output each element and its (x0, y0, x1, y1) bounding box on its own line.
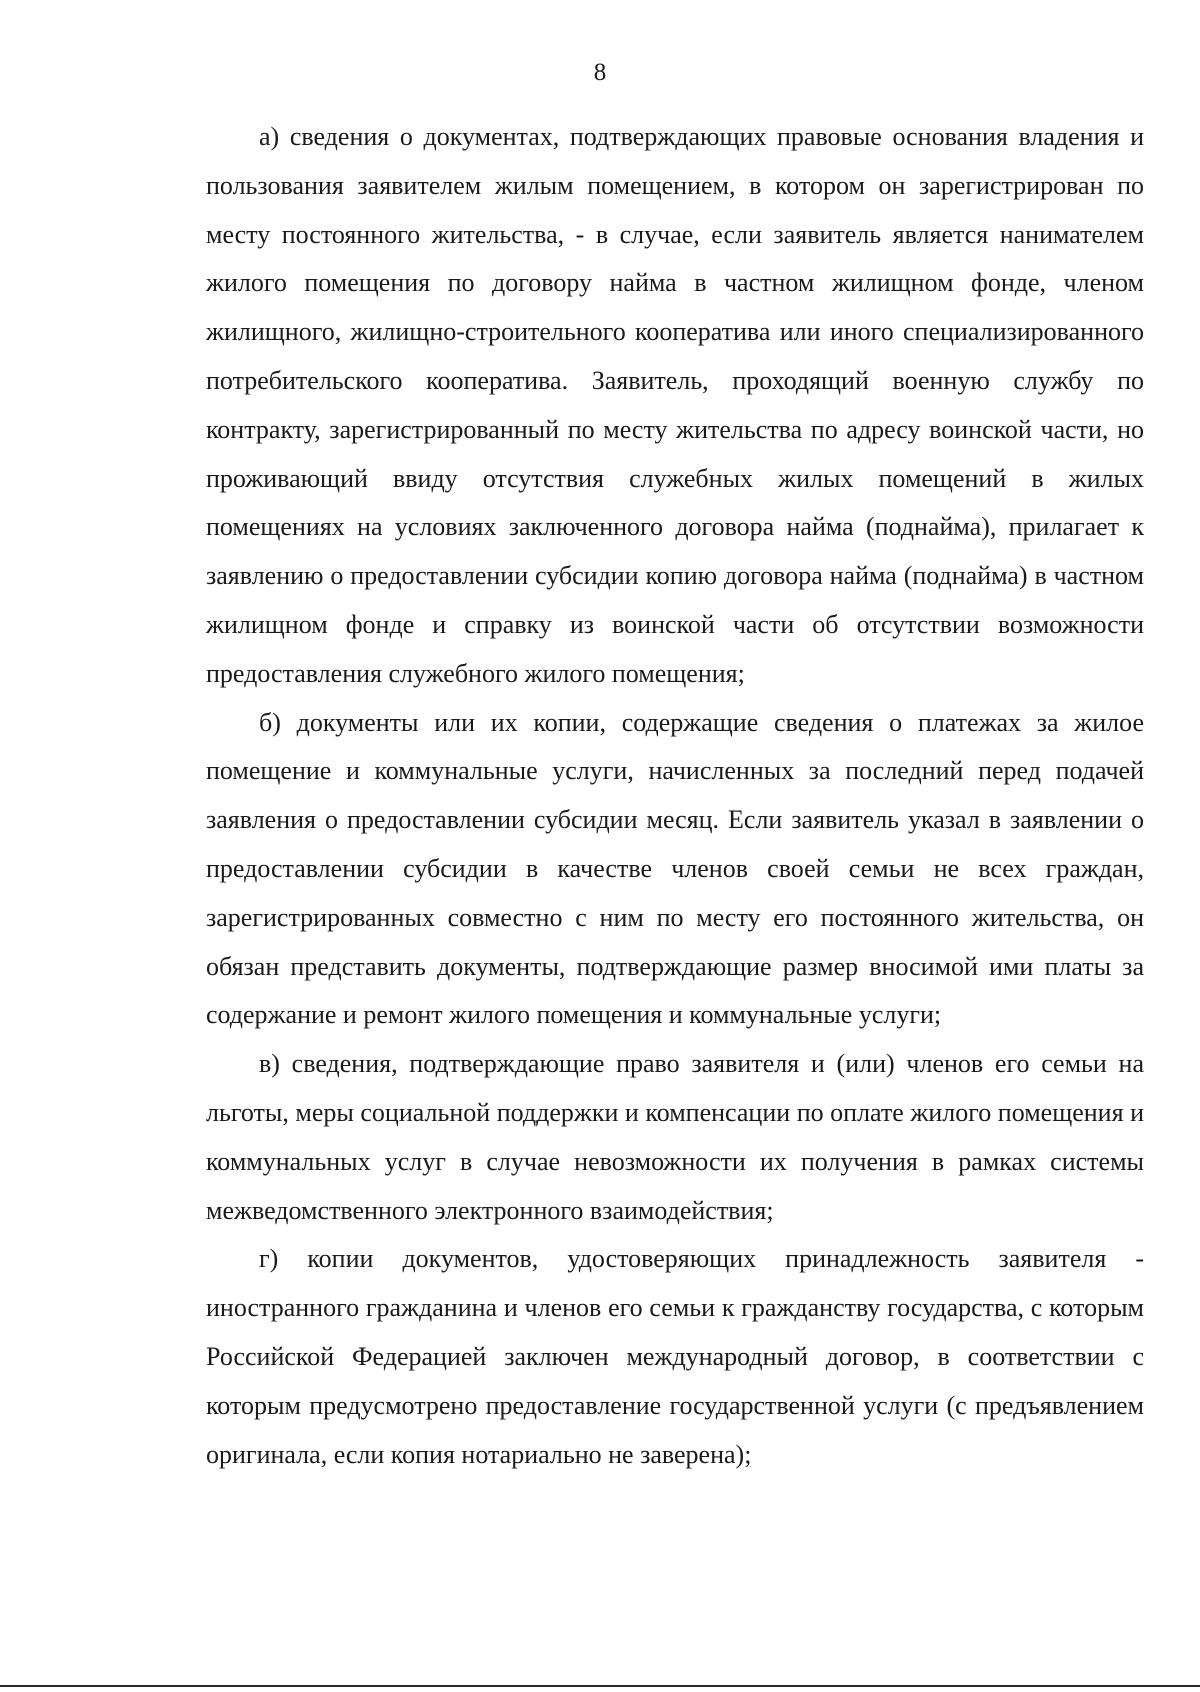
document-body (206, 113, 1144, 1479)
page-bottom-edge (0, 1685, 1200, 1687)
page-number: 8 (593, 59, 607, 86)
paragraph-b: б) документы или их копии, содержащие сведения о платежах за жилое помещение и коммунальные услуги, начисленных за последний перед подачей заявления о предоставлении субсидии месяц. Если заявитель указал в заявлении о предоставлении субсидии в качестве членов своей семьи не всех граждан, зарегистрированных совместно с ним по месту его постоянного жительства, он обязан представить документы, подтверждающие размер вносимой ими платы за содержание и ремонт жилого помещения и коммунальные услуги; (206, 707, 1144, 1030)
paragraph-g: г) копии документов, удостоверяющих принадлежность заявителя - иностранного гражданина и членов его семьи к гражданству государства, с которым Российской Федерацией заключен международный договор, в соответствии с которым предусмотрено предоставление государственной услуги (с предъявлением оригинала, если копия нотариально не заверена); (206, 1244, 1144, 1469)
paragraph-v: в) сведения, подтверждающие право заявителя и (или) членов его семьи на льготы, меры социальной поддержки и компенсации по оплате жилого помещения и коммунальных услуг в случае невозможности их получения в рамках системы межведомственного электронного взаимодействия; (206, 1049, 1144, 1225)
paragraph-a: а) сведения о документах, подтверждающих правовые основания владения и пользования заявителем жилым помещением, в котором он зарегистрирован по месту постоянного жительства, - в случае, если заявитель является нанимателем жилого помещения по договору найма в частном жилищном фонде, членом жилищного, жилищно-строительного кооператива или иного специализированного потребительского кооператива. Заявитель, проходящий военную службу по контракту, зарегистрированный по месту жительства по адресу воинской части, но проживающий ввиду отсутствия служебных жилых помещений в жилых помещениях на условиях заключенного договора найма (поднайма), прилагает к заявлению о предоставлении субсидии копию договора найма (поднайма) в частном жилищном фонде и справку из воинской части об отсутствии возможности предоставления служебного жилого помещения; (206, 122, 1144, 688)
